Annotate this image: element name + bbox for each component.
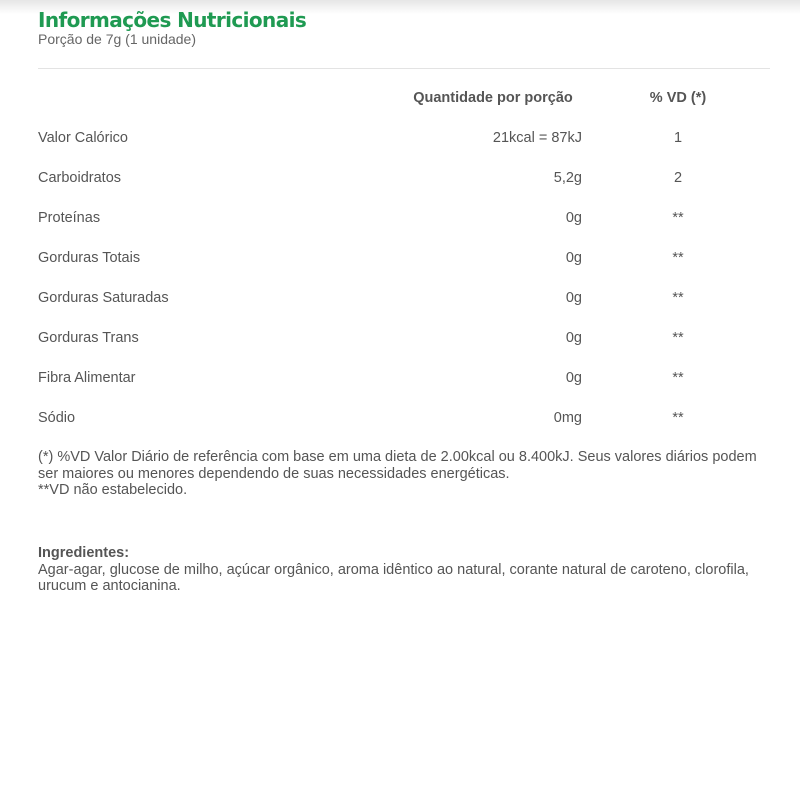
table-row: [38, 398, 770, 438]
nutrient-vd: **: [672, 290, 684, 306]
nutrient-vd: **: [672, 410, 684, 426]
nutrient-name: Fibra Alimentar: [38, 370, 136, 386]
table-row: [38, 118, 770, 158]
nutrition-table: [38, 78, 770, 438]
nutrient-quantity: 0g: [565, 290, 582, 306]
ingredients-text: Agar-agar, glucose de milho, açúcar orgânico, aroma idêntico ao natural, corante natural de caroteno, clorofila, urucum e antocianina.: [38, 561, 749, 594]
ingredients-section: [38, 545, 778, 595]
nutrient-name: Proteínas: [38, 210, 101, 226]
column-header-quantity: Quantidade por porção: [413, 90, 573, 106]
nutrient-quantity: 5,2g: [553, 170, 582, 186]
table-header-row: [38, 78, 770, 118]
table-row: [38, 198, 770, 238]
column-header-vd: % VD (*): [649, 90, 707, 106]
table-row: [38, 318, 770, 358]
nutrient-vd: **: [672, 210, 684, 226]
nutrient-quantity: 0g: [565, 250, 582, 266]
page-title: Informações Nutricionais: [38, 8, 307, 32]
table-row: [38, 278, 770, 318]
serving-size: Porção de 7g (1 unidade): [38, 31, 196, 47]
nutrient-name: Valor Calórico: [38, 130, 128, 146]
vd-not-established-note: **VD não estabelecido.: [38, 482, 188, 498]
nutrient-name: Gorduras Trans: [38, 330, 139, 346]
nutrient-quantity: 0g: [565, 370, 582, 386]
nutrient-vd: 1: [673, 130, 683, 146]
nutrient-quantity: 0g: [565, 210, 582, 226]
footnotes: [38, 449, 778, 499]
nutrient-quantity: 0mg: [553, 410, 582, 426]
nutrient-vd: **: [672, 330, 684, 346]
nutrient-name: Gorduras Totais: [38, 250, 141, 266]
header-divider: [38, 68, 770, 69]
nutrient-name: Carboidratos: [38, 170, 122, 186]
table-row: [38, 158, 770, 198]
nutrient-name: Gorduras Saturadas: [38, 290, 169, 306]
table-row: [38, 358, 770, 398]
nutrient-vd: 2: [673, 170, 683, 186]
nutrient-name: Sódio: [38, 410, 76, 426]
nutrient-vd: **: [672, 370, 684, 386]
nutrient-quantity: 0g: [565, 330, 582, 346]
vd-footnote: (*) %VD Valor Diário de referência com base em uma dieta de 2.00kcal ou 8.400kJ. Seus valores diários podem ser maiores ou menores dependendo de suas necessidades energéticas.: [38, 449, 757, 482]
nutrition-header: [38, 8, 770, 47]
table-row: [38, 238, 770, 278]
ingredients-title: Ingredientes:: [38, 545, 130, 561]
nutrient-quantity: 21kcal = 87kJ: [492, 130, 582, 146]
nutrient-vd: **: [672, 250, 684, 266]
